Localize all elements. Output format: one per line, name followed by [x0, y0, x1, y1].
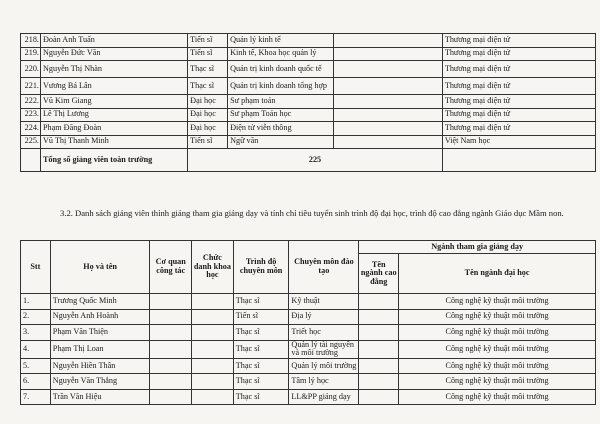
total-label: Tổng số giảng viên toàn trường	[40, 149, 187, 172]
table-row: 219. Nguyễn Đức Văn Tiến sĩ Kinh tế, Khoa học quản lý Thương mại điện tử	[21, 47, 596, 61]
table-row: 3. Phạm Văn Thiện Thạc sĩ Triết học Công nghệ kỹ thuật môi trường	[21, 325, 596, 341]
header-major: Chuyên môn đào tạo	[289, 241, 359, 294]
header-name: Họ và tên	[50, 241, 150, 294]
header-agency: Cơ quan công tác	[150, 241, 192, 294]
table-row: 222. Vũ Kim Giang Đại học Sư phạm toán Thương mại điện tử	[21, 95, 596, 109]
total-value: 225	[188, 149, 443, 172]
staff-table-continued	[20, 33, 596, 172]
header-degree: Trình độ chuyên môn	[233, 241, 289, 294]
table-row: 224. Phạm Đăng Đoàn Đại học Điện tử viễn thông Thương mại điện tử	[21, 122, 596, 136]
table-row: 221. Vương Bá Lân Thạc sĩ Quản trị kinh doanh tổng hợp Thương mại điện tử	[21, 78, 596, 95]
header-university: Tên ngành đại học	[399, 254, 596, 294]
table-row: 7. Trần Văn Hiệu Thạc sĩ LL&PP giảng dạy Công nghệ kỹ thuật môi trường	[21, 389, 596, 405]
table-row: 2. Nguyễn Anh Hoành Tiến sĩ Địa lý Công nghệ kỹ thuật môi trường	[21, 309, 596, 325]
table-row: 220. Nguyễn Thị Nhàn Thạc sĩ Quản trị kinh doanh quốc tế Thương mại điện tử	[21, 61, 596, 78]
table-row: 6. Nguyễn Văn Thắng Thạc sĩ Tâm lý học Công nghệ kỹ thuật môi trường	[21, 374, 596, 390]
total-row	[21, 149, 596, 172]
header-stt: Stt	[21, 241, 51, 294]
table-row: 1. Trương Quốc Minh Thạc sĩ Kỹ thuật Công nghệ kỹ thuật môi trường	[21, 294, 596, 310]
header-group: Ngành tham gia giảng dạy	[359, 241, 596, 254]
table-row: 4. Phạm Thị Loan Thạc sĩ Quản lý tài nguyên và môi trường Công nghệ kỹ thuật môi trường	[21, 340, 596, 358]
table-row: 218. Đoàn Anh Tuấn Tiến sĩ Quản lý kinh tế Thương mại điện tử	[21, 34, 596, 48]
visiting-lecturer-table	[20, 240, 596, 405]
table-row: 223. Lê Thị Lương Đại học Sư phạm Toán học Thương mại điện tử	[21, 108, 596, 122]
table-row: 5. Nguyễn Hiền Thân Thạc sĩ Quản lý môi trường Công nghệ kỹ thuật môi trường	[21, 358, 596, 374]
header-college: Tên ngành cao đẳng	[359, 254, 399, 294]
section-heading: 3.2. Danh sách giảng viên thỉnh giảng tham gia giảng dạy và tính chỉ tiêu tuyển sinh trình độ đại học, trình độ cao đẳng ngành Giáo dục Mầm non.	[60, 208, 564, 218]
header-row	[21, 241, 596, 254]
table-row: 225. Vũ Thị Thanh Minh Tiến sĩ Ngữ văn Việt Nam học	[21, 135, 596, 149]
header-title: Chức danh khoa học	[192, 241, 234, 294]
